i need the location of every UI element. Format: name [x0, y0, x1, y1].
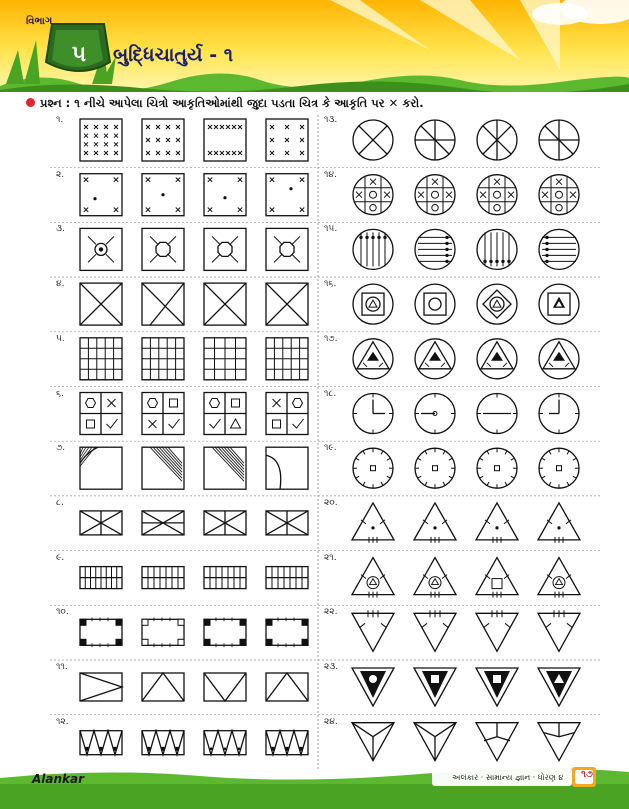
figure-option[interactable] — [352, 558, 394, 598]
brand-logo: Alankar — [32, 772, 85, 786]
figure-option[interactable] — [414, 723, 456, 761]
figure-option[interactable] — [80, 174, 122, 216]
figure-option[interactable] — [476, 723, 518, 761]
figure-option[interactable] — [204, 511, 246, 535]
figure-option[interactable] — [538, 668, 580, 706]
figure-option[interactable] — [266, 283, 308, 325]
figure-option[interactable] — [539, 339, 579, 379]
question-instruction: પ્રશ્ન : ૧ નીચે આપેલા ચિત્રો આકૃતિઓમાંથી જુદા પડતા ચિત્ર કે આકૃતિ પર ✕ કરો. — [40, 96, 424, 110]
figure-option[interactable] — [204, 617, 246, 647]
question-number: ૩. — [56, 224, 65, 235]
figure-option[interactable] — [477, 120, 517, 160]
question-number: ૨. — [56, 169, 65, 180]
figure-option[interactable] — [415, 284, 455, 324]
figure-option[interactable] — [204, 119, 246, 161]
figure-option[interactable] — [476, 668, 518, 706]
section-label: વિભાગ — [26, 16, 53, 27]
figure-option[interactable] — [538, 610, 580, 651]
figure-option[interactable] — [80, 673, 122, 701]
figure-option[interactable] — [353, 175, 393, 215]
figure-option[interactable] — [266, 447, 308, 489]
figure-option[interactable] — [266, 731, 308, 755]
figure-option[interactable] — [204, 447, 246, 489]
question-number: ૧૪. — [324, 169, 337, 180]
question-number: ૧૮. — [324, 388, 337, 399]
figure-option[interactable] — [352, 723, 394, 761]
question-number: ૨૦. — [324, 497, 338, 508]
figure-option[interactable] — [80, 511, 122, 535]
figure-option[interactable] — [477, 284, 517, 324]
figure-option[interactable] — [353, 339, 393, 379]
figure-option[interactable] — [539, 175, 579, 215]
question-number: ૧૩. — [324, 115, 338, 125]
question-number: ૭. — [56, 443, 66, 454]
figure-option[interactable] — [80, 567, 122, 589]
figure-option[interactable] — [142, 393, 184, 435]
figure-option[interactable] — [415, 394, 455, 434]
figure-option[interactable] — [204, 338, 246, 380]
figure-option[interactable] — [142, 673, 184, 701]
figure-option[interactable] — [142, 731, 184, 755]
figure-option[interactable] — [142, 119, 184, 161]
question-number: ૧૭. — [324, 333, 338, 344]
figure-option[interactable] — [142, 567, 184, 589]
figure-option[interactable] — [204, 283, 246, 325]
figure-option[interactable] — [142, 617, 184, 647]
figure-option[interactable] — [266, 338, 308, 380]
figure-option[interactable] — [352, 668, 394, 706]
figure-option[interactable] — [538, 503, 580, 543]
figure-option[interactable] — [538, 723, 580, 761]
figure-option[interactable] — [80, 731, 122, 755]
figure-option[interactable] — [538, 558, 580, 598]
figure-option[interactable] — [414, 503, 456, 543]
figure-option[interactable] — [204, 228, 246, 270]
question-number: ૧. — [56, 115, 64, 125]
figure-option[interactable] — [142, 283, 184, 325]
figure-option[interactable] — [539, 229, 579, 269]
figure-option[interactable] — [142, 447, 184, 489]
question-number: ૧૨. — [56, 716, 69, 727]
figure-option[interactable] — [80, 447, 122, 489]
figure-option[interactable] — [266, 567, 308, 589]
figure-option[interactable] — [539, 120, 579, 160]
question-number: ૧૯. — [324, 443, 337, 454]
figure-option[interactable] — [353, 394, 393, 434]
figure-option[interactable] — [204, 393, 246, 435]
unit-number-badge: ૫ — [71, 42, 87, 67]
figure-option[interactable] — [415, 120, 455, 160]
figure-option[interactable] — [477, 175, 517, 215]
question-number: ૮. — [56, 497, 64, 508]
page-title: બુદ્ધિચાતુર્ય - ૧ — [113, 44, 234, 66]
figure-option[interactable] — [204, 673, 246, 701]
figure-option[interactable] — [476, 558, 518, 598]
figure-option[interactable] — [204, 731, 246, 755]
figure-option[interactable] — [266, 617, 308, 647]
figure-option[interactable] — [539, 284, 579, 324]
question-number: ૧૦. — [56, 607, 69, 618]
question-number: ૧૧. — [56, 662, 68, 672]
figure-option[interactable] — [476, 503, 518, 543]
figure-option[interactable] — [80, 617, 122, 647]
figure-option[interactable] — [266, 119, 308, 161]
figure-option[interactable] — [266, 511, 308, 535]
page-number: ૧૭ — [581, 769, 593, 780]
question-number: ૧૫. — [324, 224, 338, 235]
figure-option[interactable] — [204, 174, 246, 216]
figure-option[interactable] — [142, 511, 184, 535]
question-number: ૨૪. — [324, 716, 338, 727]
figure-option[interactable] — [266, 228, 308, 270]
figure-option[interactable] — [80, 393, 122, 435]
figure-option[interactable] — [142, 174, 184, 216]
figure-option[interactable] — [539, 394, 579, 434]
figure-option[interactable] — [353, 120, 393, 160]
figure-option[interactable] — [539, 448, 579, 488]
figure-option[interactable] — [353, 229, 393, 269]
figure-option[interactable] — [352, 503, 394, 543]
figure-option[interactable] — [477, 448, 517, 488]
figure-option[interactable] — [80, 228, 122, 270]
question-number: ૨૩. — [324, 662, 339, 672]
figure-option[interactable] — [353, 284, 393, 324]
figure-option[interactable] — [266, 673, 308, 701]
figure-option[interactable] — [414, 668, 456, 706]
figure-option[interactable] — [80, 283, 122, 325]
figure-option[interactable] — [415, 339, 455, 379]
question-number: ૯. — [56, 552, 65, 563]
figure-option[interactable] — [415, 448, 455, 488]
figure-option[interactable] — [415, 175, 455, 215]
figure-option[interactable] — [415, 229, 455, 269]
question-number: ૨૨. — [324, 607, 338, 618]
figure-option[interactable] — [352, 610, 394, 651]
figure-option[interactable] — [142, 228, 184, 270]
figure-option[interactable] — [477, 394, 517, 434]
figure-option[interactable] — [477, 339, 517, 379]
question-number: ૨૧. — [324, 552, 337, 563]
figure-option[interactable] — [80, 338, 122, 380]
page-footer — [0, 764, 629, 809]
question-number: ૪. — [56, 279, 65, 290]
question-number: ૫. — [56, 333, 65, 344]
figure-option[interactable] — [204, 567, 246, 589]
figure-option[interactable] — [80, 119, 122, 161]
figure-option[interactable] — [414, 610, 456, 651]
figure-option[interactable] — [266, 174, 308, 216]
figure-option[interactable] — [414, 558, 456, 598]
figure-option[interactable] — [476, 610, 518, 651]
figure-option[interactable] — [266, 393, 308, 435]
question-number: ૧૬. — [324, 279, 337, 290]
question-number: ૬. — [56, 388, 64, 399]
figure-option[interactable] — [353, 448, 393, 488]
footer-series-text: અલંકાર · સામાન્ય જ્ઞાન · ધોરણ ૪ — [452, 773, 564, 782]
figure-option[interactable] — [477, 229, 517, 269]
figure-option[interactable] — [142, 338, 184, 380]
